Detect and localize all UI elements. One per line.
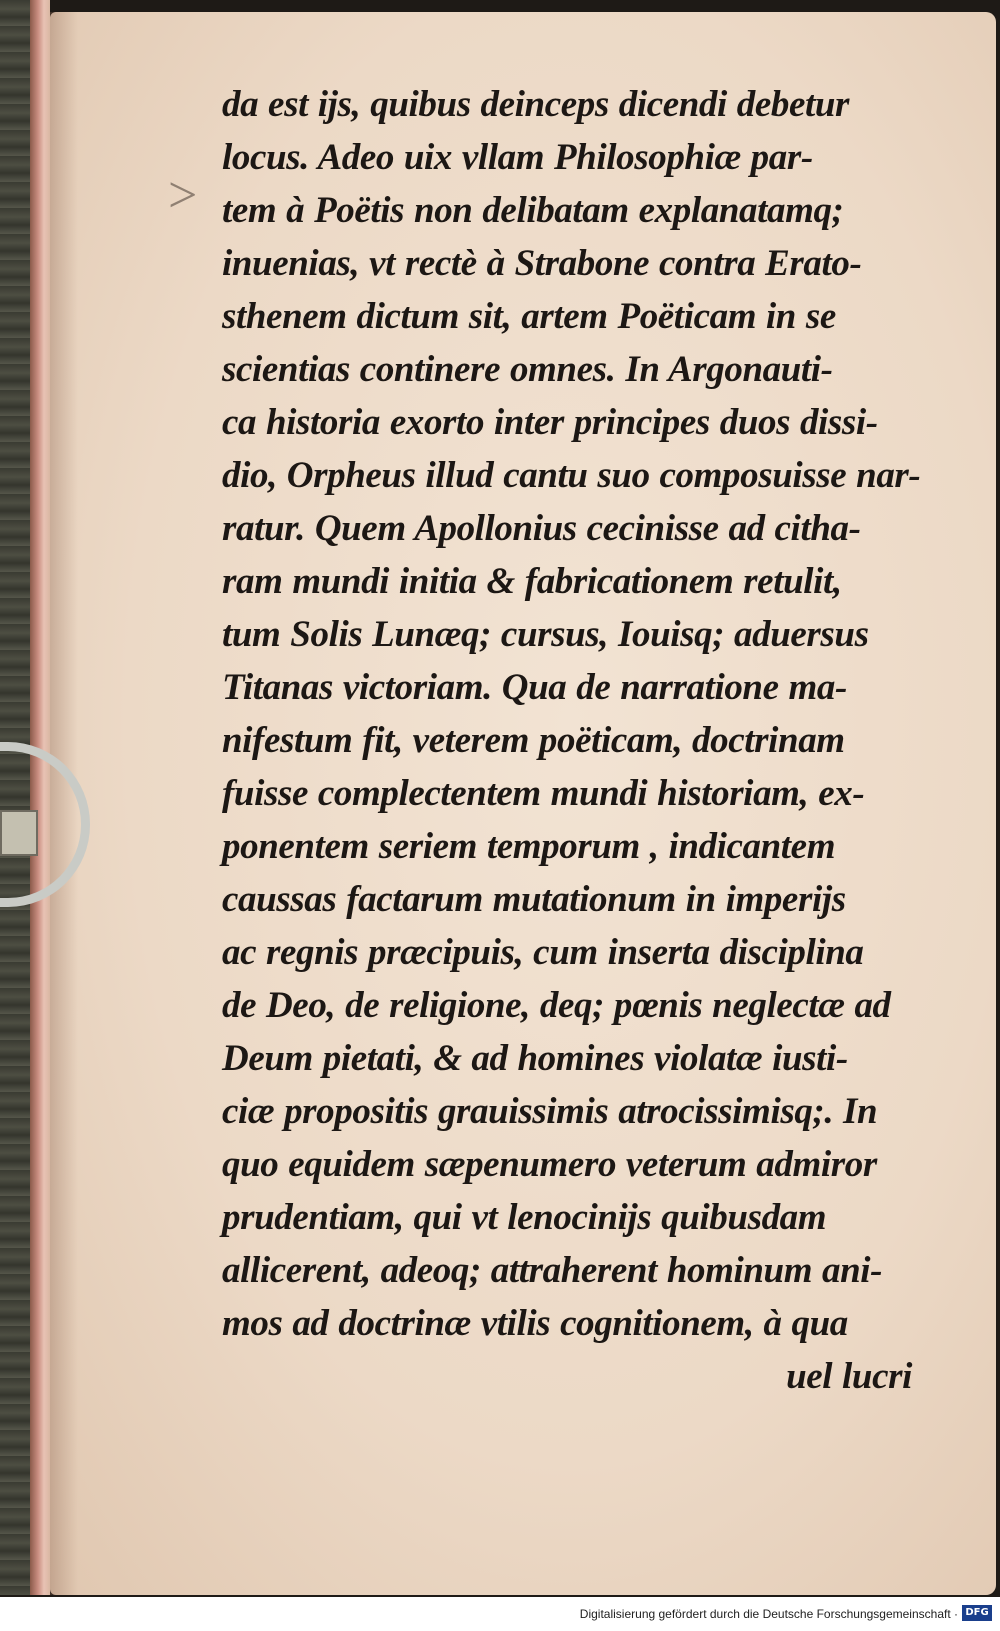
footer-credit: Digitalisierung gefördert durch die Deutsche Forschungsgemeinschaft · bbox=[579, 1607, 958, 1621]
clasp-block bbox=[0, 810, 38, 856]
text-line: ac regnis præcipuis, cum inserta disciplina bbox=[222, 932, 864, 973]
dfg-logo: DFG bbox=[962, 1605, 992, 1621]
text-line: nifestum fit, veterem poëticam, doctrinam bbox=[222, 720, 845, 761]
text-line: inuenias, vt rectè à Strabone contra Erato- bbox=[222, 243, 862, 284]
text-line: tem à Poëtis non delibatam explanatamq; bbox=[222, 190, 844, 231]
footer-bar bbox=[0, 1597, 1000, 1631]
text-line: de Deo, de religione, deq; pœnis neglectæ ad bbox=[222, 985, 891, 1026]
text-line: fuisse complectentem mundi historiam, ex- bbox=[222, 773, 865, 814]
text-line: Deum pietati, & ad homines violatæ iusti- bbox=[222, 1038, 848, 1079]
catchword: uel lucri bbox=[786, 1356, 912, 1397]
text-line: ca historia exorto inter principes duos dissi- bbox=[222, 402, 878, 443]
text-line: scientias continere omnes. In Argonauti- bbox=[222, 349, 833, 390]
text-line: allicerent, adeoq; attraherent hominum ani- bbox=[222, 1250, 883, 1291]
text-line: locus. Adeo uix vllam Philosophiæ par- bbox=[222, 137, 813, 178]
page-text bbox=[222, 78, 934, 1403]
text-line: ratur. Quem Apollonius cecinisse ad citha- bbox=[222, 508, 861, 549]
text-line: dio, Orpheus illud cantu suo composuisse nar- bbox=[222, 455, 921, 496]
text-line: prudentiam, qui vt lenocinijs quibusdam bbox=[222, 1197, 827, 1238]
text-line: sthenem dictum sit, artem Poëticam in se bbox=[222, 296, 836, 337]
text-line: mos ad doctrinæ vtilis cognitionem, à qua bbox=[222, 1303, 848, 1344]
text-line: da est ijs, quibus deinceps dicendi debetur bbox=[222, 84, 850, 125]
text-line: ram mundi initia & fabricationem retulit, bbox=[222, 561, 842, 602]
text-line: caussas factarum mutationum in imperijs bbox=[222, 879, 846, 920]
text-line: quo equidem sæpenumero veterum admiror bbox=[222, 1144, 877, 1185]
text-line: tum Solis Lunæq; cursus, Iouisq; aduersus bbox=[222, 614, 869, 655]
text-line: ciæ propositis grauissimis atrocissimisq;. In bbox=[222, 1091, 878, 1132]
margin-pen-mark: > bbox=[168, 167, 198, 224]
text-line: ponentem seriem temporum , indicantem bbox=[222, 826, 836, 867]
text-line: Titanas victoriam. Qua de narratione ma- bbox=[222, 667, 847, 708]
